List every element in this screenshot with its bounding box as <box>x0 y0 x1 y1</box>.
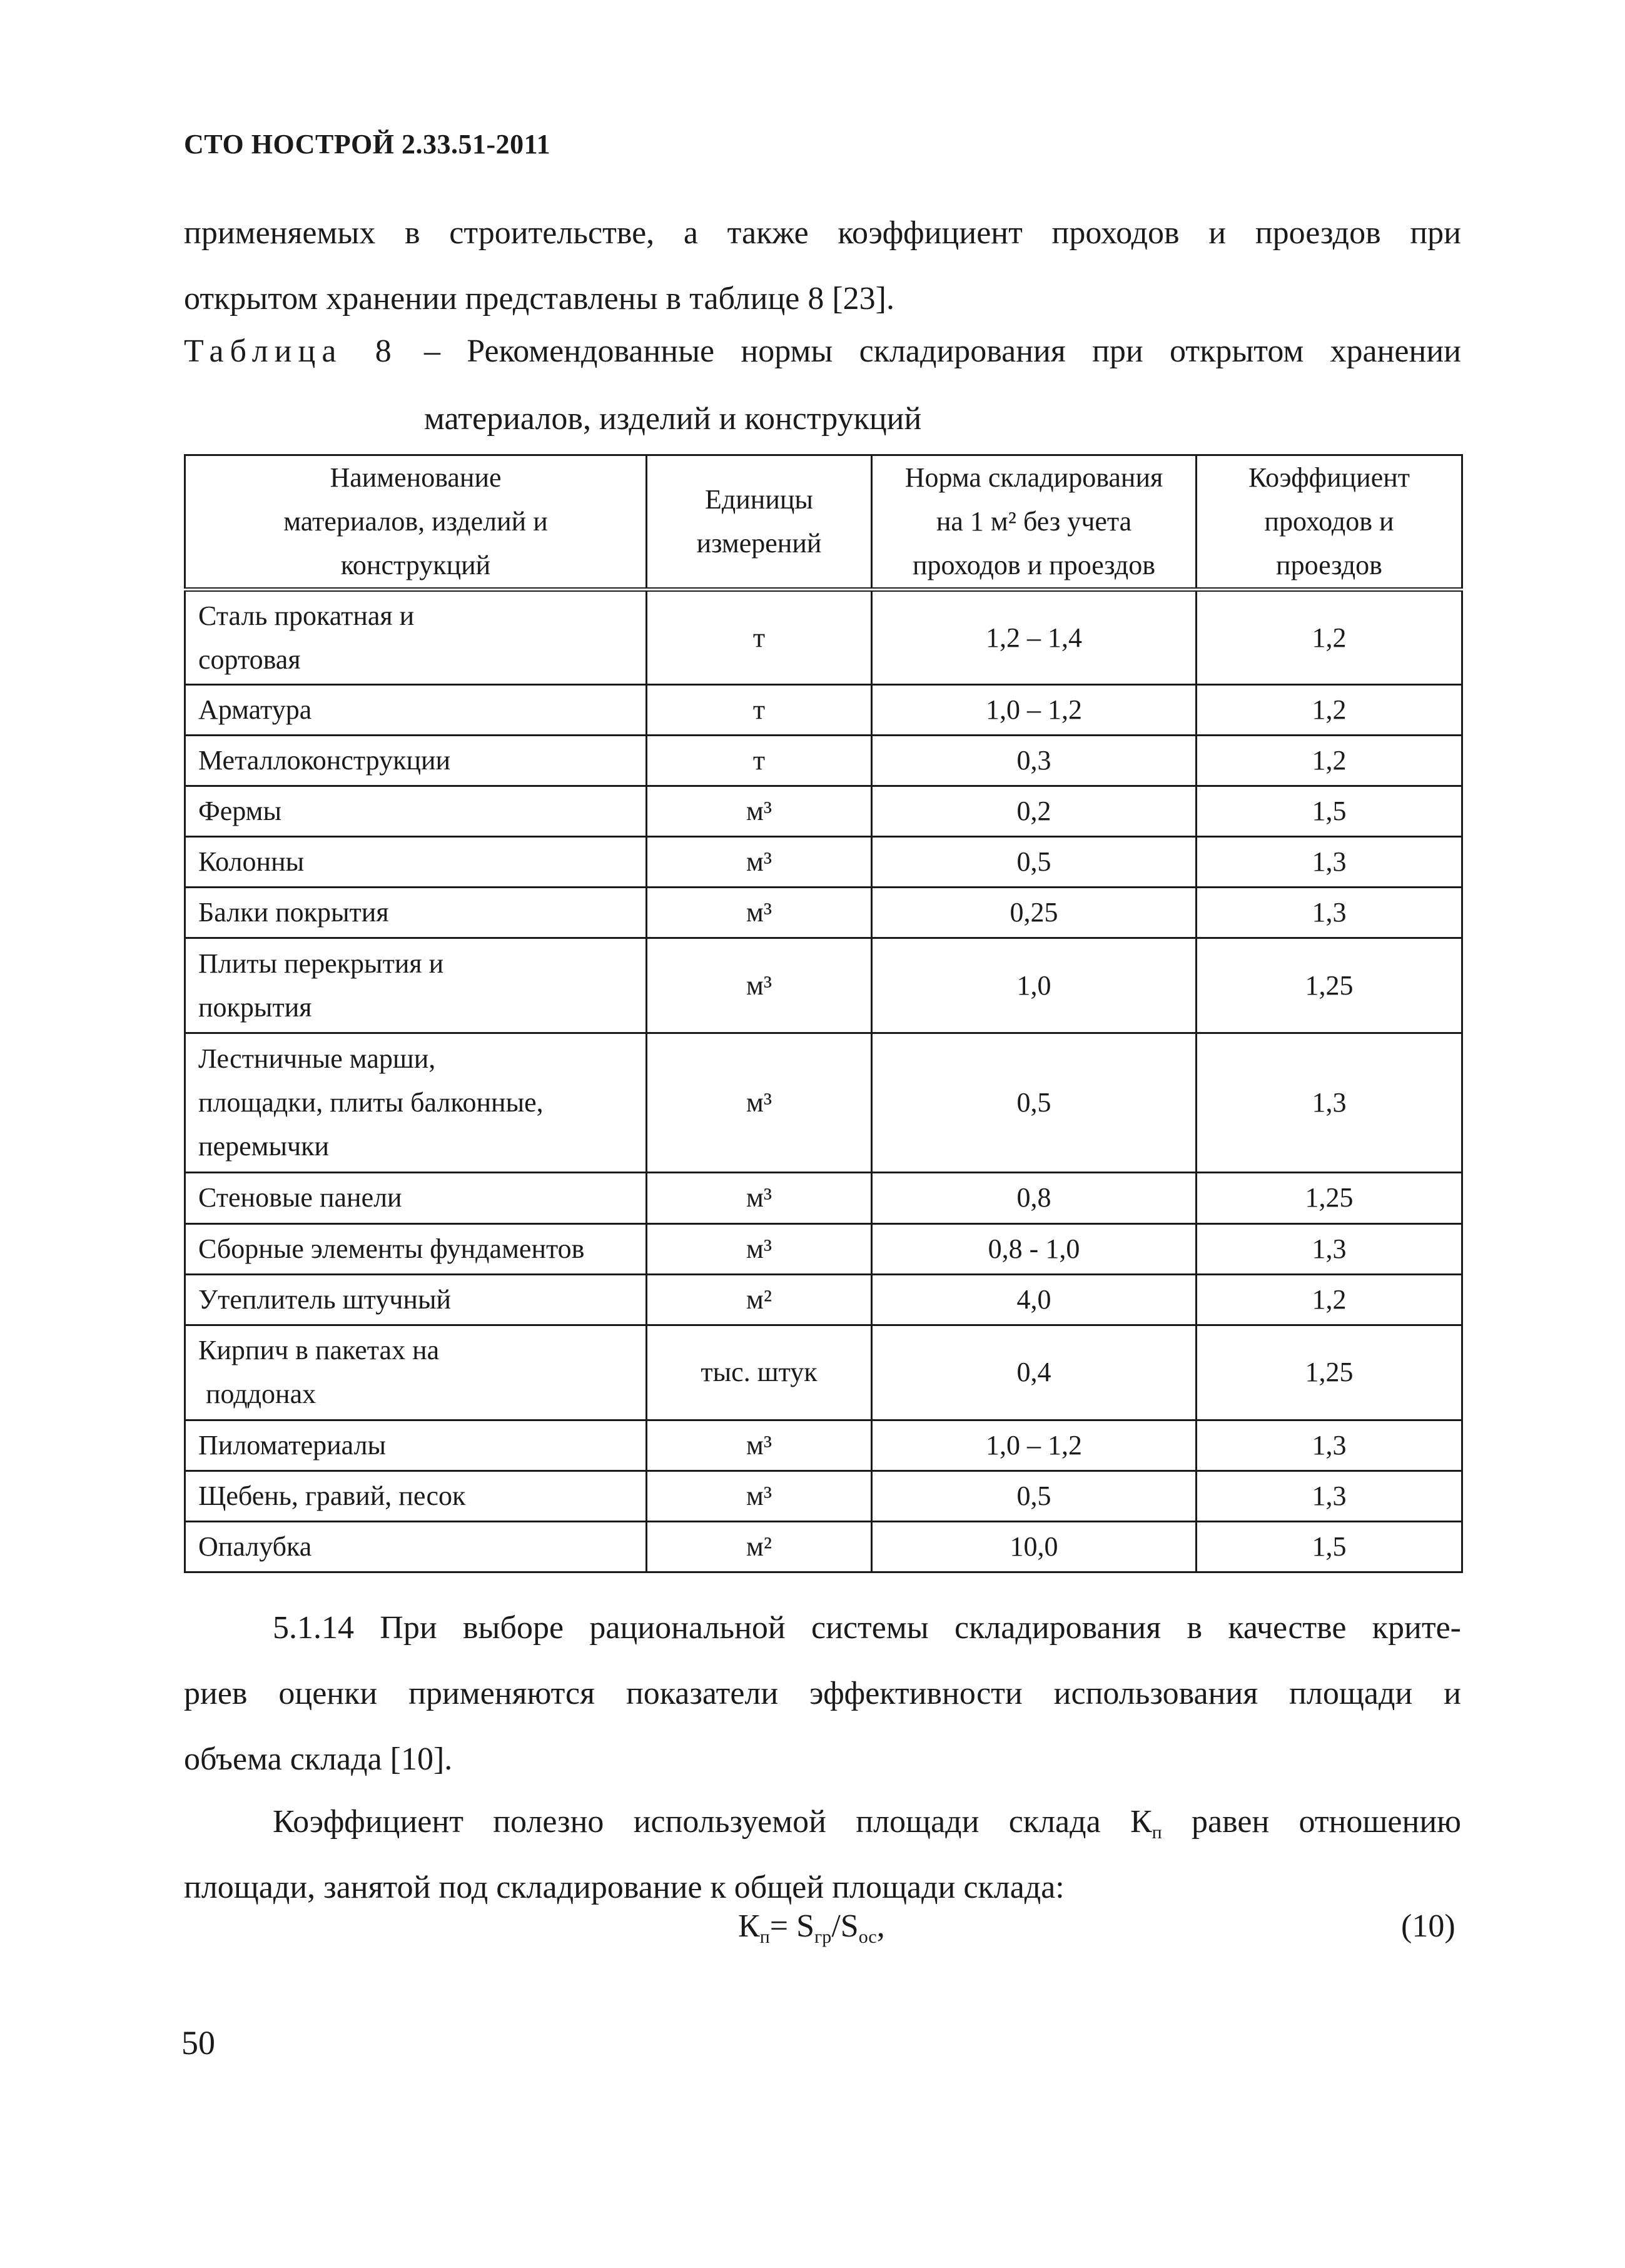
cell-text-line: Сборные элементы фундаментов <box>198 1233 585 1264</box>
material-name-cell <box>185 888 647 938</box>
cell-text-line: поддонах <box>206 1379 316 1410</box>
column-header-norm <box>872 455 1197 590</box>
storage-norm-cell: 4,0 <box>872 1274 1197 1325</box>
formula-symbol: /S <box>831 1908 859 1944</box>
cell-text-line: Единицы <box>704 484 813 515</box>
paragraph-5-1-14 <box>184 1595 1461 1792</box>
table-row <box>185 685 1462 736</box>
cell-text-line: Балки покрытия <box>198 897 389 928</box>
cell-text-line: Сталь прокатная и <box>198 600 415 631</box>
material-name-cell <box>185 1521 647 1572</box>
table-row <box>185 1471 1462 1521</box>
paragraph-line: риев оценки применяются показатели эффективности использования площади и <box>184 1676 1461 1711</box>
cell-text-line: измерений <box>696 528 822 559</box>
norms-table <box>184 454 1463 1573</box>
coefficient-cell: 1,25 <box>1197 1173 1462 1223</box>
coefficient-cell: 1,3 <box>1197 1471 1462 1521</box>
material-name-cell <box>185 1223 647 1274</box>
unit-cell: м³ <box>647 837 872 888</box>
coefficient-cell: 1,2 <box>1197 685 1462 736</box>
paragraph-line <box>184 1789 1461 1855</box>
cell-text-line: Колонны <box>198 846 305 878</box>
table-row <box>185 1274 1462 1325</box>
intro-paragraph <box>184 200 1461 332</box>
paragraph-line: 5.1.14 При выборе рациональной системы складирования в качестве крите- <box>273 1610 1461 1646</box>
formula-symbol: , <box>876 1908 885 1944</box>
table-row <box>185 1033 1462 1173</box>
coefficient-cell: 1,25 <box>1197 938 1462 1033</box>
cell-text-line: Лестничные марши, <box>198 1043 436 1075</box>
table-row <box>185 1223 1462 1274</box>
material-name-cell <box>185 590 647 685</box>
table-caption-continued: материалов, изделий и конструкций <box>424 401 922 437</box>
cell-text-line: Стеновые панели <box>198 1182 402 1213</box>
storage-norm-cell: 0,4 <box>872 1325 1197 1420</box>
table-row <box>185 938 1462 1033</box>
coefficient-cell: 1,5 <box>1197 1521 1462 1572</box>
coefficient-cell: 1,3 <box>1197 1223 1462 1274</box>
cell-text-line: перемычки <box>198 1131 330 1162</box>
cell-text-line: сортовая <box>198 644 301 675</box>
cell-text-line: проездов <box>1276 550 1382 580</box>
material-name-cell <box>185 685 647 736</box>
material-name-cell <box>185 1471 647 1521</box>
cell-text-line: Пиломатериалы <box>198 1429 387 1461</box>
table-row <box>185 786 1462 837</box>
storage-norm-cell: 1,0 – 1,2 <box>872 1420 1197 1471</box>
coefficient-paragraph <box>184 1789 1461 1920</box>
table-caption-text: – Рекомендованные нормы складирования при открытом хранении <box>424 333 1461 369</box>
unit-cell: м³ <box>647 1471 872 1521</box>
coefficient-cell: 1,2 <box>1197 590 1462 685</box>
coefficient-cell: 1,3 <box>1197 888 1462 938</box>
formula-symbol: К <box>738 1908 760 1944</box>
cell-text-line: материалов, изделий и <box>283 506 548 537</box>
material-name-cell <box>185 1173 647 1223</box>
unit-cell: т <box>647 685 872 736</box>
cell-text-line: Утеплитель штучный <box>198 1283 452 1315</box>
cell-text-line: Кирпич в пакетах на <box>198 1335 440 1366</box>
norms-table-container <box>184 454 1461 1573</box>
material-name-cell <box>185 1420 647 1471</box>
subscript: ос <box>858 1926 877 1947</box>
coefficient-cell: 1,3 <box>1197 1420 1462 1471</box>
table-row <box>185 1173 1462 1223</box>
formula-number: (10) <box>1401 1908 1455 1944</box>
storage-norm-cell: 10,0 <box>872 1521 1197 1572</box>
storage-norm-cell: 0,8 - 1,0 <box>872 1223 1197 1274</box>
material-name-cell <box>185 736 647 786</box>
cell-text-line: Щебень, гравий, песок <box>198 1480 466 1511</box>
cell-text-line: конструкций <box>340 550 491 580</box>
cell-text-line: Наименование <box>330 462 502 493</box>
unit-cell: м³ <box>647 888 872 938</box>
intro-line: открытом хранении представлены в таблице 8 [23]. <box>184 281 895 316</box>
table-header-row <box>185 455 1462 590</box>
material-name-cell <box>185 786 647 837</box>
material-name-cell <box>185 1274 647 1325</box>
cell-text-line: Фермы <box>198 796 282 827</box>
cell-text-line: Металлоконструкции <box>198 745 451 776</box>
paragraph-text: равен отношению <box>1162 1804 1462 1840</box>
cell-text-line: Коэффициент <box>1248 462 1410 493</box>
table-row <box>185 736 1462 786</box>
intro-line: применяемых в строительстве, а также коэффициент проходов и проездов при <box>184 215 1461 251</box>
storage-norm-cell: 0,5 <box>872 1471 1197 1521</box>
formula-10 <box>738 1908 885 1945</box>
coefficient-cell: 1,25 <box>1197 1325 1462 1420</box>
storage-norm-cell: 0,25 <box>872 888 1197 938</box>
storage-norm-cell: 1,0 – 1,2 <box>872 685 1197 736</box>
subscript: гр <box>814 1926 832 1947</box>
storage-norm-cell: 0,5 <box>872 837 1197 888</box>
coefficient-cell: 1,3 <box>1197 1033 1462 1173</box>
subscript: п <box>759 1926 770 1947</box>
table-row <box>185 888 1462 938</box>
unit-cell: м² <box>647 1274 872 1325</box>
paragraph-line: объема склада [10]. <box>184 1741 453 1777</box>
unit-cell: м³ <box>647 938 872 1033</box>
cell-text-line: Опалубка <box>198 1531 312 1562</box>
column-header-unit <box>647 455 872 590</box>
storage-norm-cell: 0,8 <box>872 1173 1197 1223</box>
storage-norm-cell: 0,2 <box>872 786 1197 837</box>
cell-text-line: проходов и <box>1264 506 1394 537</box>
storage-norm-cell: 1,0 <box>872 938 1197 1033</box>
unit-cell: т <box>647 590 872 685</box>
material-name-cell <box>185 1033 647 1173</box>
table-caption-label: Таблица 8 <box>184 333 398 369</box>
coefficient-cell: 1,2 <box>1197 736 1462 786</box>
unit-cell: тыс. штук <box>647 1325 872 1420</box>
table-row <box>185 1325 1462 1420</box>
document-header: СТО НОСТРОЙ 2.33.51-2011 <box>184 129 551 159</box>
cell-text-line: покрытия <box>198 991 312 1023</box>
unit-cell: м³ <box>647 1420 872 1471</box>
column-header-name <box>185 455 647 590</box>
subscript: п <box>1152 1822 1162 1843</box>
page-number: 50 <box>181 2024 215 2062</box>
coefficient-cell: 1,5 <box>1197 786 1462 837</box>
material-name-cell <box>185 837 647 888</box>
unit-cell: м³ <box>647 786 872 837</box>
paragraph-line: площади, занятой под складирование к общей площади склада: <box>184 1870 1065 1905</box>
material-name-cell <box>185 938 647 1033</box>
cell-text-line: Арматура <box>198 694 312 726</box>
storage-norm-cell: 1,2 – 1,4 <box>872 590 1197 685</box>
unit-cell: м³ <box>647 1033 872 1173</box>
table-row <box>185 1521 1462 1572</box>
table-row <box>185 590 1462 685</box>
cell-text-line: Норма складирования <box>904 462 1163 493</box>
coefficient-cell: 1,2 <box>1197 1274 1462 1325</box>
storage-norm-cell: 0,3 <box>872 736 1197 786</box>
coefficient-cell: 1,3 <box>1197 837 1462 888</box>
material-name-cell <box>185 1325 647 1420</box>
cell-text-line: Плиты перекрытия и <box>198 948 444 979</box>
unit-cell: м³ <box>647 1173 872 1223</box>
table-row <box>185 837 1462 888</box>
cell-text-line: на 1 м² без учета <box>936 506 1132 537</box>
table-row <box>185 1420 1462 1471</box>
unit-cell: т <box>647 736 872 786</box>
cell-text-line: площадки, плиты балконные, <box>198 1087 544 1118</box>
table-caption <box>184 333 1461 370</box>
column-header-coefficient <box>1197 455 1462 590</box>
formula-symbol: = S <box>769 1908 814 1944</box>
cell-text-line: проходов и проездов <box>912 550 1156 580</box>
unit-cell: м³ <box>647 1223 872 1274</box>
paragraph-text: Коэффициент полезно используемой площади склада К <box>273 1804 1152 1840</box>
unit-cell: м² <box>647 1521 872 1572</box>
storage-norm-cell: 0,5 <box>872 1033 1197 1173</box>
table-body <box>185 590 1462 1572</box>
